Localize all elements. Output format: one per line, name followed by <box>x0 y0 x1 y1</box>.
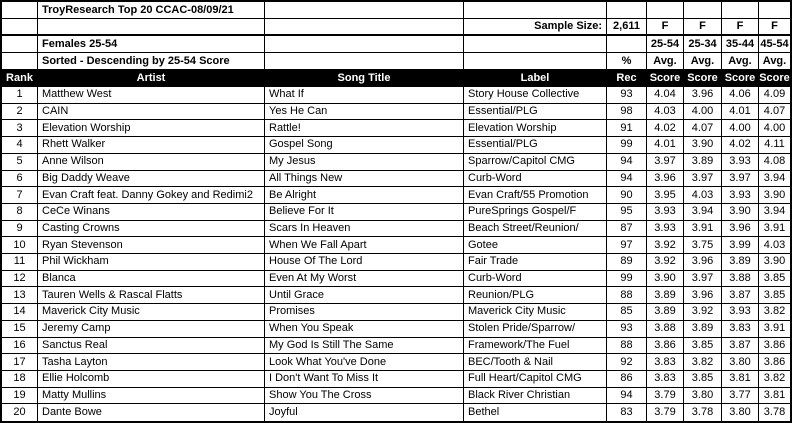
score-35-44-cell: 3.77 <box>722 388 759 405</box>
score-35-44-cell: 3.87 <box>722 338 759 355</box>
artist-cell: Big Daddy Weave <box>38 171 265 188</box>
score-25-34-cell: 3.96 <box>684 287 722 304</box>
artist-cell: Evan Craft feat. Danny Gokey and Redimi2 <box>38 187 265 204</box>
rec-cell: 91 <box>607 120 647 137</box>
sort-row <box>2 53 790 70</box>
song-title-cell: Joyful <box>265 404 464 421</box>
column-header-label: Label <box>464 70 607 87</box>
rank-cell: 9 <box>2 221 38 238</box>
song-title-cell: Even At My Worst <box>265 271 464 288</box>
table-row <box>2 271 790 288</box>
table-row <box>2 338 790 355</box>
table-row <box>2 254 790 271</box>
score-35-44-cell: 4.02 <box>722 137 759 154</box>
demo-col-header: 35-44 <box>722 36 759 53</box>
rec-cell: 94 <box>607 154 647 171</box>
rec-cell: 93 <box>607 87 647 104</box>
label-cell: Fair Trade <box>464 254 607 271</box>
score-35-44-cell: 3.93 <box>722 304 759 321</box>
score-45-54-cell: 3.94 <box>759 204 790 221</box>
score-25-34-cell: 3.97 <box>684 271 722 288</box>
rank-cell: 17 <box>2 354 38 371</box>
song-title-cell: Believe For It <box>265 204 464 221</box>
table-body <box>2 87 790 421</box>
score-45-54-cell: 3.82 <box>759 304 790 321</box>
rec-cell: 85 <box>607 304 647 321</box>
rank-cell: 15 <box>2 321 38 338</box>
artist-cell: Tasha Layton <box>38 354 265 371</box>
score-35-44-cell: 3.99 <box>722 237 759 254</box>
rec-cell: 89 <box>607 254 647 271</box>
song-title-cell: My Jesus <box>265 154 464 171</box>
score-25-54-cell: 3.93 <box>647 221 684 238</box>
artist-cell: Blanca <box>38 271 265 288</box>
score-25-34-cell: 4.00 <box>684 104 722 121</box>
rank-cell: 8 <box>2 204 38 221</box>
table-row <box>2 221 790 238</box>
gender-flag: F <box>684 19 722 36</box>
score-25-54-cell: 4.04 <box>647 87 684 104</box>
score-45-54-cell: 4.03 <box>759 237 790 254</box>
label-cell: Bethel <box>464 404 607 421</box>
empty-cell <box>2 53 38 70</box>
label-cell: Stolen Pride/Sparrow/ <box>464 321 607 338</box>
rec-cell: 94 <box>607 171 647 188</box>
score-35-44-cell: 3.93 <box>722 154 759 171</box>
score-35-44-cell: 3.81 <box>722 371 759 388</box>
artist-cell: Dante Bowe <box>38 404 265 421</box>
score-25-54-cell: 3.83 <box>647 371 684 388</box>
empty-cell <box>2 2 38 19</box>
score-45-54-cell: 3.90 <box>759 254 790 271</box>
score-45-54-cell: 3.91 <box>759 221 790 238</box>
table-row <box>2 304 790 321</box>
label-cell: PureSprings Gospel/F <box>464 204 607 221</box>
label-cell: Maverick City Music <box>464 304 607 321</box>
artist-cell: Elevation Worship <box>38 120 265 137</box>
artist-cell: Sanctus Real <box>38 338 265 355</box>
score-35-44-cell: 3.80 <box>722 354 759 371</box>
rec-cell: 92 <box>607 354 647 371</box>
score-35-44-cell: 3.87 <box>722 287 759 304</box>
score-35-44-cell: 4.00 <box>722 120 759 137</box>
column-header-song-title: Song Title <box>265 70 464 87</box>
artist-cell: Phil Wickham <box>38 254 265 271</box>
score-25-34-cell: 3.97 <box>684 171 722 188</box>
rank-cell: 7 <box>2 187 38 204</box>
song-title-cell: All Things New <box>265 171 464 188</box>
avg-header: Avg. <box>759 53 790 70</box>
score-25-34-cell: 3.96 <box>684 87 722 104</box>
artist-cell: CAIN <box>38 104 265 121</box>
rec-cell: 83 <box>607 404 647 421</box>
rec-cell: 95 <box>607 204 647 221</box>
score-25-54-cell: 3.92 <box>647 237 684 254</box>
table-row <box>2 237 790 254</box>
label-cell: Curb-Word <box>464 171 607 188</box>
table-row <box>2 154 790 171</box>
table-row <box>2 204 790 221</box>
label-cell: Sparrow/Capitol CMG <box>464 154 607 171</box>
score-35-44-cell: 4.01 <box>722 104 759 121</box>
rank-cell: 14 <box>2 304 38 321</box>
song-title-cell: Until Grace <box>265 287 464 304</box>
rec-cell: 93 <box>607 321 647 338</box>
rec-cell: 97 <box>607 237 647 254</box>
column-header-score-25-54: Score <box>647 70 684 87</box>
artist-cell: Maverick City Music <box>38 304 265 321</box>
table-row <box>2 120 790 137</box>
rank-cell: 11 <box>2 254 38 271</box>
song-title-cell: House Of The Lord <box>265 254 464 271</box>
rank-cell: 19 <box>2 388 38 405</box>
demo-label: Females 25-54 <box>38 36 265 53</box>
score-25-54-cell: 3.79 <box>647 404 684 421</box>
empty-cell <box>265 2 464 19</box>
table-row <box>2 187 790 204</box>
avg-header: Avg. <box>684 53 722 70</box>
artist-cell: Matty Mullins <box>38 388 265 405</box>
empty-cell <box>464 36 607 53</box>
rank-cell: 3 <box>2 120 38 137</box>
rank-cell: 4 <box>2 137 38 154</box>
score-25-54-cell: 3.97 <box>647 154 684 171</box>
table-row <box>2 104 790 121</box>
empty-cell <box>2 19 38 36</box>
song-title-cell: I Don't Want To Miss It <box>265 371 464 388</box>
artist-cell: Ryan Stevenson <box>38 237 265 254</box>
score-25-34-cell: 3.94 <box>684 204 722 221</box>
song-title-cell: Promises <box>265 304 464 321</box>
empty-cell <box>265 19 464 36</box>
score-25-54-cell: 3.96 <box>647 171 684 188</box>
score-45-54-cell: 4.09 <box>759 87 790 104</box>
score-45-54-cell: 4.07 <box>759 104 790 121</box>
artist-cell: Matthew West <box>38 87 265 104</box>
score-25-54-cell: 4.01 <box>647 137 684 154</box>
song-title-cell: Show You The Cross <box>265 388 464 405</box>
empty-cell <box>759 2 790 19</box>
song-title-cell: Rattle! <box>265 120 464 137</box>
table-row <box>2 87 790 104</box>
label-cell: Essential/PLG <box>464 137 607 154</box>
rank-cell: 6 <box>2 171 38 188</box>
empty-cell <box>265 36 464 53</box>
score-25-34-cell: 3.85 <box>684 338 722 355</box>
demo-col-header: 25-54 <box>647 36 684 53</box>
label-cell: Curb-Word <box>464 271 607 288</box>
column-header-score-35-44: Score <box>722 70 759 87</box>
song-title-cell: Look What You've Done <box>265 354 464 371</box>
artist-cell: Ellie Holcomb <box>38 371 265 388</box>
rank-cell: 5 <box>2 154 38 171</box>
label-cell: Beach Street/Reunion/ <box>464 221 607 238</box>
score-25-34-cell: 4.03 <box>684 187 722 204</box>
rec-cell: 98 <box>607 104 647 121</box>
empty-cell <box>607 2 647 19</box>
table-row <box>2 354 790 371</box>
score-35-44-cell: 3.88 <box>722 271 759 288</box>
label-cell: Reunion/PLG <box>464 287 607 304</box>
score-45-54-cell: 3.81 <box>759 388 790 405</box>
table-row <box>2 171 790 188</box>
score-25-54-cell: 3.86 <box>647 338 684 355</box>
demo-col-header: 45-54 <box>759 36 790 53</box>
pct-header: % <box>607 53 647 70</box>
artist-cell: Anne Wilson <box>38 154 265 171</box>
rec-cell: 90 <box>607 187 647 204</box>
sample-size-value: 2,611 <box>607 19 647 36</box>
artist-cell: Tauren Wells & Rascal Flatts <box>38 287 265 304</box>
song-title-cell: Yes He Can <box>265 104 464 121</box>
label-cell: BEC/Tooth & Nail <box>464 354 607 371</box>
song-title-cell: When You Speak <box>265 321 464 338</box>
score-25-54-cell: 4.03 <box>647 104 684 121</box>
score-45-54-cell: 4.00 <box>759 120 790 137</box>
column-header-artist: Artist <box>38 70 265 87</box>
score-25-34-cell: 3.89 <box>684 154 722 171</box>
gender-flag: F <box>759 19 790 36</box>
sort-label: Sorted - Descending by 25-54 Score <box>38 53 265 70</box>
rec-cell: 88 <box>607 287 647 304</box>
rank-cell: 16 <box>2 338 38 355</box>
label-cell: Black River Christian <box>464 388 607 405</box>
rec-cell: 86 <box>607 371 647 388</box>
score-45-54-cell: 4.08 <box>759 154 790 171</box>
rec-cell: 88 <box>607 338 647 355</box>
score-25-34-cell: 3.96 <box>684 254 722 271</box>
score-25-54-cell: 3.89 <box>647 287 684 304</box>
table-row <box>2 371 790 388</box>
song-title-cell: Scars In Heaven <box>265 221 464 238</box>
score-25-54-cell: 3.83 <box>647 354 684 371</box>
song-title-cell: When We Fall Apart <box>265 237 464 254</box>
table-row <box>2 388 790 405</box>
artist-cell: Casting Crowns <box>38 221 265 238</box>
score-25-34-cell: 3.75 <box>684 237 722 254</box>
table-row <box>2 404 790 421</box>
column-header-score-45-54: Score <box>759 70 790 87</box>
score-45-54-cell: 3.85 <box>759 271 790 288</box>
empty-cell <box>647 2 684 19</box>
rank-cell: 13 <box>2 287 38 304</box>
score-25-54-cell: 4.02 <box>647 120 684 137</box>
title-row <box>2 2 790 19</box>
label-cell: Essential/PLG <box>464 104 607 121</box>
column-header-rec: Rec <box>607 70 647 87</box>
score-25-54-cell: 3.88 <box>647 321 684 338</box>
report-title: TroyResearch Top 20 CCAC-08/09/21 <box>38 2 265 19</box>
label-cell: Framework/The Fuel <box>464 338 607 355</box>
score-35-44-cell: 3.83 <box>722 321 759 338</box>
rank-cell: 20 <box>2 404 38 421</box>
song-title-cell: Gospel Song <box>265 137 464 154</box>
score-25-34-cell: 3.78 <box>684 404 722 421</box>
score-45-54-cell: 4.11 <box>759 137 790 154</box>
song-title-cell: What If <box>265 87 464 104</box>
sample-size-row <box>2 19 790 36</box>
label-cell: Evan Craft/55 Promotion <box>464 187 607 204</box>
score-35-44-cell: 3.90 <box>722 204 759 221</box>
demo-col-header: 25-34 <box>684 36 722 53</box>
rank-cell: 10 <box>2 237 38 254</box>
empty-cell <box>2 36 38 53</box>
avg-header: Avg. <box>647 53 684 70</box>
empty-cell <box>684 2 722 19</box>
table-row <box>2 321 790 338</box>
score-35-44-cell: 3.93 <box>722 187 759 204</box>
label-cell: Elevation Worship <box>464 120 607 137</box>
score-35-44-cell: 4.06 <box>722 87 759 104</box>
score-25-34-cell: 3.85 <box>684 371 722 388</box>
empty-cell <box>464 53 607 70</box>
demo-row <box>2 36 790 53</box>
score-35-44-cell: 3.96 <box>722 221 759 238</box>
gender-flag: F <box>647 19 684 36</box>
score-25-34-cell: 3.90 <box>684 137 722 154</box>
score-25-34-cell: 4.07 <box>684 120 722 137</box>
score-45-54-cell: 3.90 <box>759 187 790 204</box>
score-35-44-cell: 3.80 <box>722 404 759 421</box>
empty-cell <box>464 2 607 19</box>
score-25-54-cell: 3.92 <box>647 254 684 271</box>
score-25-34-cell: 3.82 <box>684 354 722 371</box>
rank-cell: 18 <box>2 371 38 388</box>
score-25-54-cell: 3.95 <box>647 187 684 204</box>
score-45-54-cell: 3.86 <box>759 338 790 355</box>
rec-cell: 87 <box>607 221 647 238</box>
song-title-cell: Be Alright <box>265 187 464 204</box>
empty-cell <box>722 2 759 19</box>
column-header-row <box>2 70 790 87</box>
rec-cell: 94 <box>607 388 647 405</box>
score-45-54-cell: 3.91 <box>759 321 790 338</box>
score-45-54-cell: 3.82 <box>759 371 790 388</box>
score-45-54-cell: 3.85 <box>759 287 790 304</box>
table-row <box>2 137 790 154</box>
score-25-54-cell: 3.89 <box>647 304 684 321</box>
score-25-34-cell: 3.91 <box>684 221 722 238</box>
sample-size-label: Sample Size: <box>464 19 607 36</box>
column-header-score-25-34: Score <box>684 70 722 87</box>
artist-cell: Jeremy Camp <box>38 321 265 338</box>
score-25-34-cell: 3.80 <box>684 388 722 405</box>
label-cell: Story House Collective <box>464 87 607 104</box>
rank-cell: 12 <box>2 271 38 288</box>
song-title-cell: My God Is Still The Same <box>265 338 464 355</box>
empty-cell <box>607 36 647 53</box>
artist-cell: CeCe Winans <box>38 204 265 221</box>
score-45-54-cell: 3.78 <box>763 406 786 419</box>
label-cell: Full Heart/Capitol CMG <box>464 371 607 388</box>
score-25-54-cell: 3.90 <box>647 271 684 288</box>
label-cell: Gotee <box>464 237 607 254</box>
score-25-34-cell: 3.89 <box>684 321 722 338</box>
rec-cell: 99 <box>607 271 647 288</box>
gender-flag: F <box>722 19 759 36</box>
avg-header: Avg. <box>722 53 759 70</box>
score-45-54-cell: 3.94 <box>759 171 790 188</box>
score-25-54-cell: 3.93 <box>647 204 684 221</box>
rec-cell: 99 <box>607 137 647 154</box>
score-35-44-cell: 3.89 <box>722 254 759 271</box>
column-header-rank: Rank <box>2 70 38 87</box>
rank-cell: 1 <box>2 87 38 104</box>
score-35-44-cell: 3.97 <box>722 171 759 188</box>
artist-cell: Rhett Walker <box>38 137 265 154</box>
score-25-34-cell: 3.92 <box>684 304 722 321</box>
table-row <box>2 287 790 304</box>
empty-cell <box>265 53 464 70</box>
empty-cell <box>38 19 265 36</box>
rank-cell: 2 <box>2 104 38 121</box>
score-45-54-cell: 3.86 <box>759 354 790 371</box>
score-25-54-cell: 3.79 <box>647 388 684 405</box>
